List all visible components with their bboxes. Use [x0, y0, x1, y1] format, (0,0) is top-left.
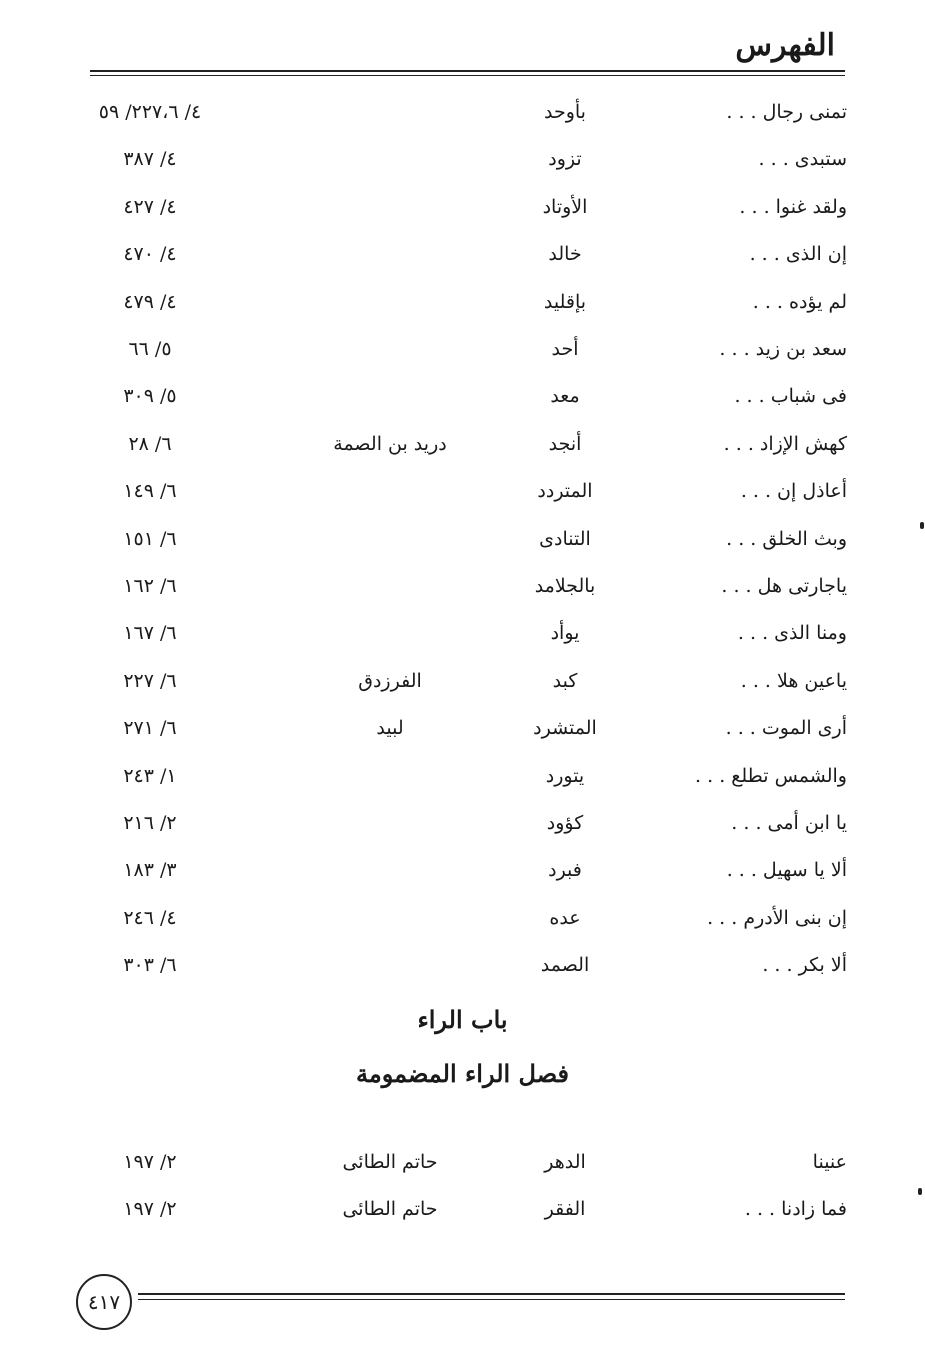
poet-name	[290, 139, 490, 179]
page-number: ٤١٧	[76, 1274, 132, 1330]
table-row	[0, 424, 925, 464]
volume-page-ref: ٢/ ٢١٦	[123, 812, 177, 834]
table-row	[0, 234, 925, 274]
table-row	[0, 803, 925, 843]
verse-opening: أعاذل إن . . .	[740, 480, 847, 503]
poet-name	[290, 92, 490, 132]
table-row	[0, 898, 925, 938]
volume-page-ref: ٤/ ٤٢٧	[123, 195, 177, 218]
table-row	[0, 329, 925, 369]
volume-page-ref: ٦/ ٢٨	[128, 432, 172, 455]
verse-opening: ألا يا سهيل . . .	[726, 859, 847, 882]
verse-opening: سعد بن زيد . . .	[719, 338, 847, 360]
footer-rule-thick	[138, 1293, 845, 1295]
verse-opening: لم يؤده . . .	[752, 290, 847, 313]
verse-opening: والشمس تطلع . . .	[695, 764, 847, 787]
rhyme-word: بإقليد	[543, 290, 587, 313]
table-row	[0, 139, 925, 179]
poet-name	[290, 187, 490, 227]
volume-page-ref: ٢/ ١٩٧	[123, 1198, 177, 1221]
volume-page-ref: ٦/ ٢٢٧	[123, 669, 177, 692]
page-header-title: الفهرس	[735, 28, 835, 63]
rhyme-word: الفقر	[544, 1198, 586, 1221]
volume-page-ref: ٢/ ١٩٧	[123, 1151, 177, 1173]
verse-opening: وبث الخلق . . .	[726, 527, 847, 550]
poet-name: الفرزدق	[358, 669, 422, 692]
verse-opening: عنينا	[812, 1151, 847, 1173]
scan-speck	[920, 522, 924, 529]
chapter-heading: باب الراء	[417, 1005, 508, 1034]
poet-name	[290, 898, 490, 938]
footer-rule-thin	[138, 1299, 845, 1300]
rhyme-word: المتشرد	[533, 717, 597, 740]
section-heading: فصل الراء المضمومة	[355, 1059, 569, 1088]
poet-name	[290, 376, 490, 416]
verse-opening: إن بنى الأدرم . . .	[707, 906, 847, 929]
volume-page-ref: ٤/ ٢٢٧،٦/ ٥٩	[98, 101, 202, 123]
rhyme-word: كؤود	[546, 812, 584, 834]
poet-name: حاتم الطائى	[342, 1151, 438, 1173]
rhyme-word: بالجلامد	[534, 575, 596, 597]
verse-opening: ياجارتى هل . . .	[721, 575, 847, 597]
table-row	[0, 756, 925, 796]
rhyme-word: بأوحد	[544, 101, 586, 123]
rhyme-word: عده	[549, 906, 581, 929]
volume-page-ref: ٦/ ١٦٧	[123, 622, 177, 645]
table-row	[0, 1189, 925, 1229]
rhyme-word: كبد	[552, 669, 578, 692]
verse-opening: كهش الإزاد . . .	[723, 432, 847, 455]
table-row	[0, 661, 925, 701]
volume-page-ref: ٦/ ١٤٩	[123, 480, 177, 503]
verse-opening: يا ابن أمى . . .	[731, 812, 847, 834]
poet-name	[290, 234, 490, 274]
poet-name	[290, 756, 490, 796]
header-rule-thick	[90, 70, 845, 72]
rhyme-word: الدهر	[544, 1151, 586, 1173]
poet-name	[290, 850, 490, 890]
volume-page-ref: ٤/ ٢٤٦	[123, 906, 177, 929]
poet-name: دريد بن الصمة	[333, 432, 447, 455]
table-row	[0, 708, 925, 748]
poet-name	[290, 519, 490, 559]
volume-page-ref: ٤/ ٣٨٧	[123, 148, 177, 171]
verse-opening: أرى الموت . . .	[725, 717, 847, 740]
rhyme-word: معد	[550, 385, 580, 408]
table-row	[0, 187, 925, 227]
poet-name: حاتم الطائى	[342, 1198, 438, 1221]
rhyme-word: المتردد	[537, 480, 593, 503]
rhyme-word: يتورد	[545, 764, 585, 787]
verse-opening: ألا بكر . . .	[762, 954, 847, 977]
poet-name: لبيد	[376, 717, 404, 740]
volume-page-ref: ٥/ ٣٠٩	[123, 385, 177, 408]
volume-page-ref: ٦/ ٣٠٣	[123, 954, 177, 977]
poet-name	[290, 329, 490, 369]
verse-opening: ستبدى . . .	[758, 148, 847, 171]
table-row	[0, 92, 925, 132]
table-row	[0, 1142, 925, 1182]
rhyme-word: تزود	[548, 148, 582, 171]
verse-opening: تمنى رجال . . .	[726, 101, 847, 123]
rhyme-word: أنجد	[548, 432, 582, 455]
volume-page-ref: ٤/ ٤٧٠	[123, 243, 177, 266]
table-row	[0, 282, 925, 322]
rhyme-word: الأوتاد	[542, 195, 588, 218]
table-row	[0, 613, 925, 653]
verse-opening: ولقد غنوا . . .	[739, 195, 847, 218]
volume-page-ref: ١/ ٢٤٣	[123, 764, 177, 787]
table-row	[0, 850, 925, 890]
poet-name	[290, 803, 490, 843]
rhyme-word: خالد	[548, 243, 582, 266]
rhyme-word: الصمد	[540, 954, 590, 977]
table-row	[0, 945, 925, 985]
header-rule-thin	[90, 75, 845, 76]
verse-opening: إن الذى . . .	[749, 243, 847, 266]
volume-page-ref: ٥/ ٦٦	[128, 338, 172, 360]
poet-name	[290, 471, 490, 511]
verse-opening: ومنا الذى . . .	[737, 622, 847, 645]
volume-page-ref: ٦/ ١٦٢	[123, 575, 177, 597]
table-row	[0, 519, 925, 559]
rhyme-word: فبرد	[548, 859, 582, 882]
table-row	[0, 471, 925, 511]
poet-name	[290, 282, 490, 322]
volume-page-ref: ٣/ ١٨٣	[123, 859, 177, 882]
verse-opening: ياعين هلا . . .	[740, 669, 847, 692]
poet-name	[290, 945, 490, 985]
poet-name	[290, 566, 490, 606]
rhyme-word: أحد	[551, 338, 579, 360]
volume-page-ref: ٦/ ٢٧١	[123, 717, 177, 740]
rhyme-word: يوأد	[550, 622, 580, 645]
verse-opening: فى شباب . . .	[734, 385, 847, 408]
volume-page-ref: ٦/ ١٥١	[123, 527, 177, 550]
volume-page-ref: ٤/ ٤٧٩	[123, 290, 177, 313]
table-row	[0, 566, 925, 606]
verse-opening: فما زادنا . . .	[744, 1198, 847, 1221]
scan-speck	[918, 1188, 922, 1195]
table-row	[0, 376, 925, 416]
rhyme-word: التنادى	[539, 527, 591, 550]
poet-name	[290, 613, 490, 653]
